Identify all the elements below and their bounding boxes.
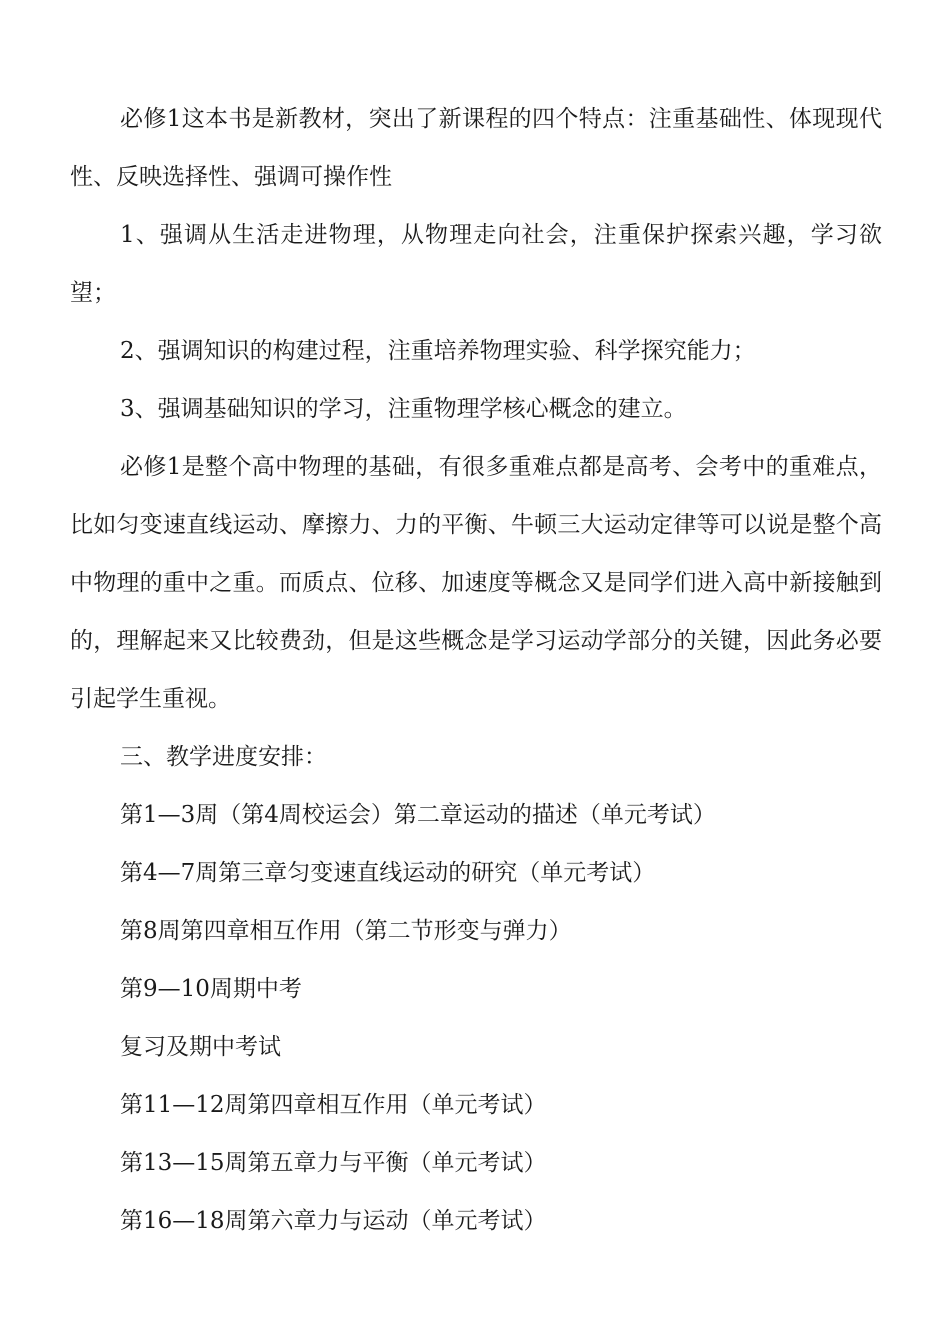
point-3-paragraph: 3、强调基础知识的学习，注重物理学核心概念的建立。 [120,396,687,422]
schedule-item-week-8: 第8周第四章相互作用（第二节形变与弹力） [120,918,572,944]
schedule-item-midterm-review: 复习及期中考试 [120,1034,281,1060]
document-body [70,90,882,1250]
schedule-item-weeks-11-12: 第11—12周第四章相互作用（单元考试） [120,1092,547,1118]
importance-paragraph: 必修1是整个高中物理的基础，有很多重难点都是高考、会考中的重难点，比如匀变速直线运动、摩擦力、力的平衡、牛顿三大运动定律等可以说是整个高中物理的重中之重。而质点、位移、加速度等概念又是同学们进入高中新接触到的，理解起来又比较费劲，但是这些概念是学习运动学部分的关键，因此务必要引起学生重视。 [70,454,882,712]
schedule-item-weeks-1-3: 第1—3周（第4周校运会）第二章运动的描述（单元考试） [120,802,716,828]
section-heading-schedule: 三、教学进度安排： [120,744,327,770]
point-2-paragraph: 2、强调知识的构建过程，注重培养物理实验、科学探究能力； [120,338,756,364]
intro-paragraph: 必修1这本书是新教材，突出了新课程的四个特点：注重基础性、体现现代性、反映选择性、强调可操作性 [70,106,882,190]
schedule-item-weeks-9-10: 第9—10周期中考 [120,976,302,1002]
schedule-item-weeks-4-7: 第4—7周第三章匀变速直线运动的研究（单元考试） [120,860,656,886]
schedule-item-weeks-16-18: 第16—18周第六章力与运动（单元考试） [120,1208,547,1234]
schedule-item-weeks-13-15: 第13—15周第五章力与平衡（单元考试） [120,1150,547,1176]
point-1-paragraph: 1、强调从生活走进物理，从物理走向社会，注重保护探索兴趣，学习欲望； [70,222,882,306]
